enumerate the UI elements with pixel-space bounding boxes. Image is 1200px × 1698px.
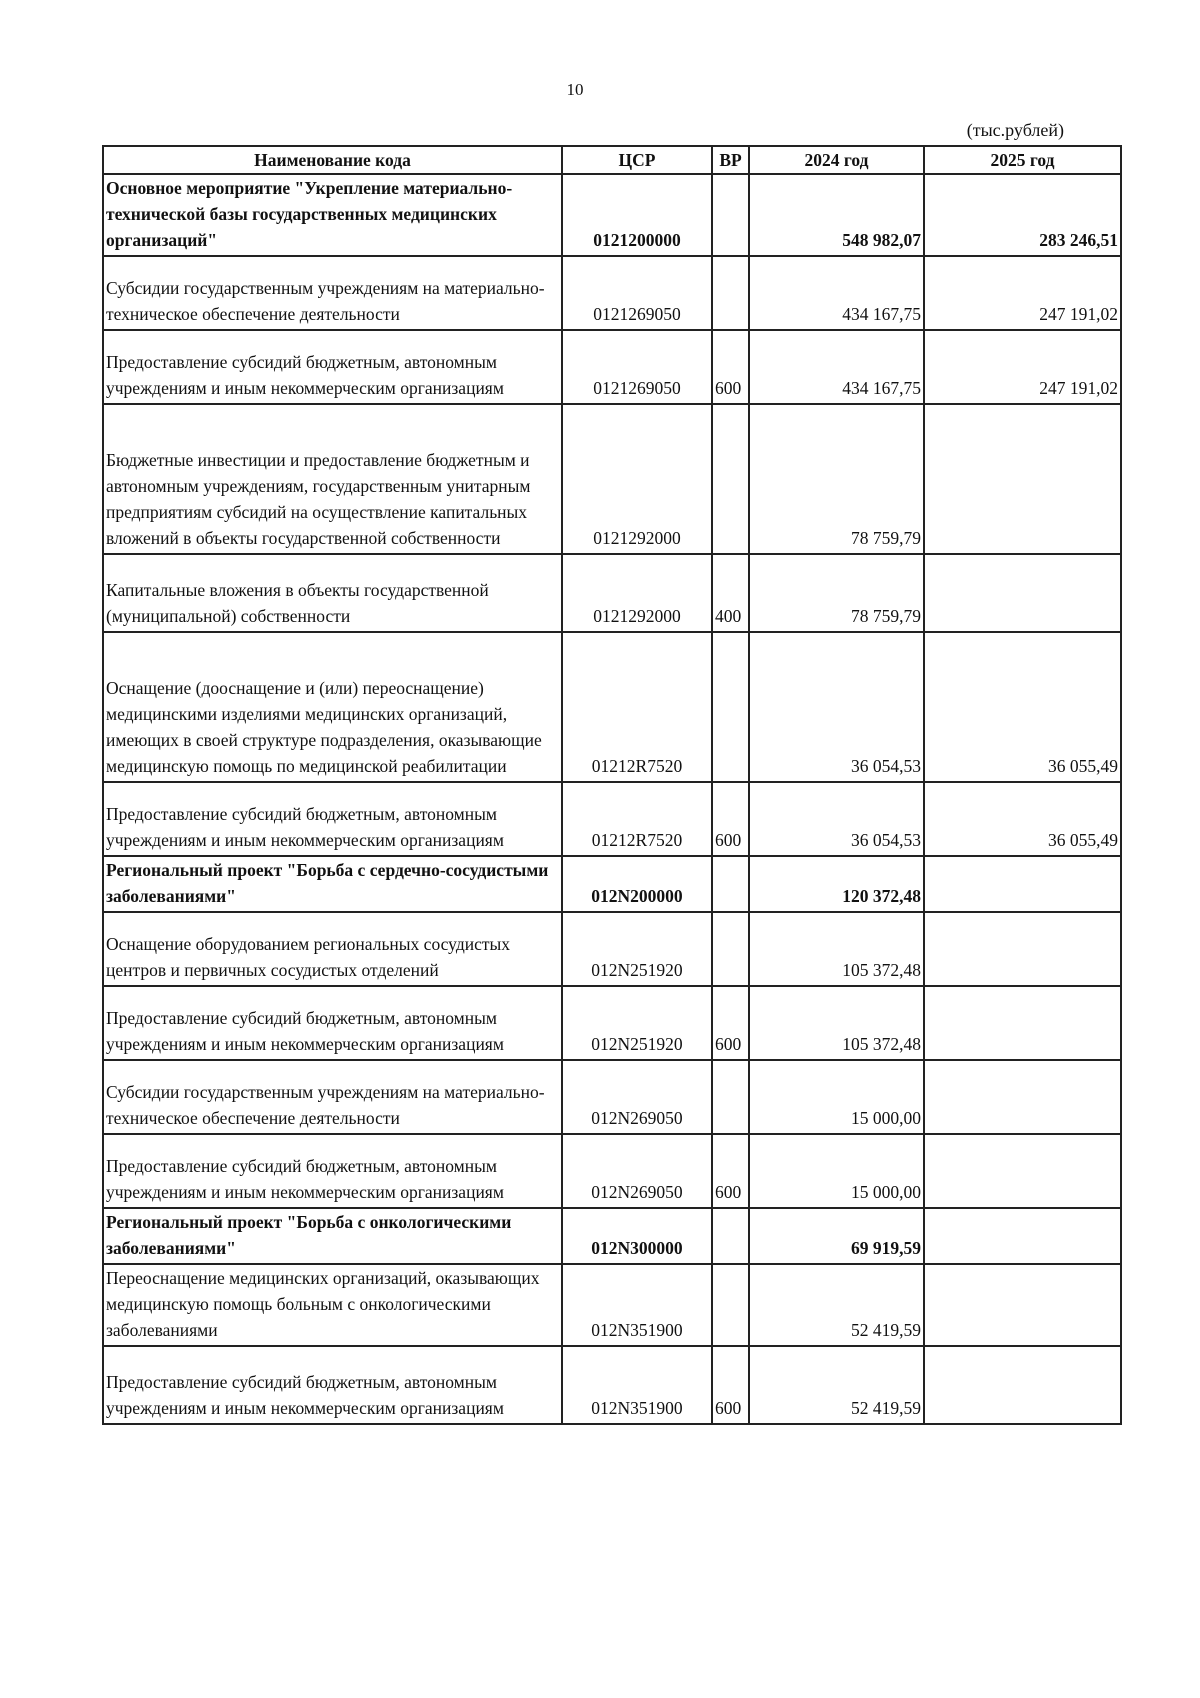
row-name-cell: Предоставление субсидий бюджетным, автономным учреждениям и иным некоммерческим организациям — [103, 1134, 562, 1208]
row-vr-cell — [712, 856, 749, 912]
table-row — [103, 554, 1121, 632]
row-2024-cell: 69 919,59 — [749, 1208, 924, 1264]
row-vr-cell — [712, 256, 749, 330]
row-2025-cell — [924, 1208, 1121, 1264]
row-2024-cell: 78 759,79 — [749, 404, 924, 554]
row-vr-cell — [712, 912, 749, 986]
row-2024-cell: 434 167,75 — [749, 330, 924, 404]
units-label: (тыс.рублей) — [966, 120, 1064, 140]
row-name-cell: Субсидии государственным учреждениям на материально-техническое обеспечение деятельности — [103, 1060, 562, 1134]
row-2025-cell — [924, 1346, 1121, 1424]
row-vr-cell: 600 — [712, 330, 749, 404]
table-row — [103, 256, 1121, 330]
row-csr-cell: 0121292000 — [562, 404, 712, 554]
row-2024-cell: 105 372,48 — [749, 986, 924, 1060]
row-name-cell: Основное мероприятие "Укрепление материально-технической базы государственных медицинских организаций" — [103, 174, 562, 256]
row-vr-cell — [712, 1060, 749, 1134]
table-row — [103, 330, 1121, 404]
row-2024-cell: 548 982,07 — [749, 174, 924, 256]
budget-table — [102, 145, 1122, 1425]
row-vr-cell — [712, 174, 749, 256]
row-name-cell: Субсидии государственным учреждениям на материально-техническое обеспечение деятельности — [103, 256, 562, 330]
row-2025-cell — [924, 912, 1121, 986]
table-row — [103, 986, 1121, 1060]
row-csr-cell: 012N251920 — [562, 912, 712, 986]
row-name-cell: Оснащение (дооснащение и (или) переоснащение) медицинскими изделиями медицинских организаций, имеющих в своей структуре подразделения, оказывающие медицинскую помощь по медицинской реабилитации — [103, 632, 562, 782]
header-csr: ЦСР — [562, 146, 712, 174]
header-vr: ВР — [712, 146, 749, 174]
table-row — [103, 174, 1121, 256]
row-csr-cell: 01212R7520 — [562, 632, 712, 782]
row-name-cell: Капитальные вложения в объекты государственной (муниципальной) собственности — [103, 554, 562, 632]
row-csr-cell: 01212R7520 — [562, 782, 712, 856]
row-2024-cell: 36 054,53 — [749, 782, 924, 856]
row-2024-cell: 105 372,48 — [749, 912, 924, 986]
row-csr-cell: 012N251920 — [562, 986, 712, 1060]
row-name-cell: Предоставление субсидий бюджетным, автономным учреждениям и иным некоммерческим организациям — [103, 1346, 562, 1424]
table-row — [103, 1346, 1121, 1424]
row-name-cell: Предоставление субсидий бюджетным, автономным учреждениям и иным некоммерческим организациям — [103, 986, 562, 1060]
row-2025-cell: 36 055,49 — [924, 782, 1121, 856]
table-row — [103, 1060, 1121, 1134]
row-2024-cell: 15 000,00 — [749, 1134, 924, 1208]
row-csr-cell: 012N300000 — [562, 1208, 712, 1264]
row-name-cell: Оснащение оборудованием региональных сосудистых центров и первичных сосудистых отделений — [103, 912, 562, 986]
row-2024-cell: 52 419,59 — [749, 1346, 924, 1424]
row-2025-cell: 283 246,51 — [924, 174, 1121, 256]
row-2024-cell: 15 000,00 — [749, 1060, 924, 1134]
row-2025-cell: 247 191,02 — [924, 256, 1121, 330]
row-2025-cell — [924, 1134, 1121, 1208]
row-csr-cell: 012N200000 — [562, 856, 712, 912]
row-name-cell: Региональный проект "Борьба с сердечно-сосудистыми заболеваниями" — [103, 856, 562, 912]
row-2024-cell: 120 372,48 — [749, 856, 924, 912]
row-vr-cell: 600 — [712, 1134, 749, 1208]
row-csr-cell: 012N269050 — [562, 1060, 712, 1134]
row-vr-cell — [712, 1264, 749, 1346]
row-vr-cell — [712, 632, 749, 782]
row-name-cell: Переоснащение медицинских организаций, оказывающих медицинскую помощь больным с онкологическими заболеваниями — [103, 1264, 562, 1346]
row-2024-cell: 78 759,79 — [749, 554, 924, 632]
row-2025-cell: 36 055,49 — [924, 632, 1121, 782]
row-csr-cell: 0121269050 — [562, 330, 712, 404]
row-2024-cell: 434 167,75 — [749, 256, 924, 330]
table-row — [103, 1264, 1121, 1346]
header-2024: 2024 год — [749, 146, 924, 174]
row-2025-cell — [924, 404, 1121, 554]
row-csr-cell: 012N351900 — [562, 1346, 712, 1424]
row-vr-cell: 600 — [712, 1346, 749, 1424]
row-vr-cell — [712, 1208, 749, 1264]
table-row — [103, 856, 1121, 912]
row-name-cell: Предоставление субсидий бюджетным, автономным учреждениям и иным некоммерческим организациям — [103, 330, 562, 404]
table-row — [103, 1208, 1121, 1264]
row-name-cell: Бюджетные инвестиции и предоставление бюджетным и автономным учреждениям, государственным унитарным предприятиям субсидий на осуществление капитальных вложений в объекты государственной собственности — [103, 404, 562, 554]
row-2024-cell: 36 054,53 — [749, 632, 924, 782]
row-name-cell: Региональный проект "Борьба с онкологическими заболеваниями" — [103, 1208, 562, 1264]
table-body — [103, 174, 1121, 1424]
table-row — [103, 1134, 1121, 1208]
row-vr-cell: 600 — [712, 782, 749, 856]
row-name-cell: Предоставление субсидий бюджетным, автономным учреждениям и иным некоммерческим организациям — [103, 782, 562, 856]
table-header-row — [103, 146, 1121, 174]
table-row — [103, 912, 1121, 986]
row-vr-cell — [712, 404, 749, 554]
page-number: 10 — [566, 80, 584, 99]
row-2025-cell — [924, 856, 1121, 912]
row-csr-cell: 0121200000 — [562, 174, 712, 256]
row-csr-cell: 012N351900 — [562, 1264, 712, 1346]
row-2025-cell — [924, 554, 1121, 632]
row-vr-cell: 600 — [712, 986, 749, 1060]
table-row — [103, 782, 1121, 856]
row-2024-cell: 52 419,59 — [749, 1264, 924, 1346]
row-csr-cell: 0121292000 — [562, 554, 712, 632]
row-2025-cell: 247 191,02 — [924, 330, 1121, 404]
row-2025-cell — [924, 1060, 1121, 1134]
header-2025: 2025 год — [924, 146, 1121, 174]
table-row — [103, 404, 1121, 554]
row-csr-cell: 0121269050 — [562, 256, 712, 330]
table-row — [103, 632, 1121, 782]
row-csr-cell: 012N269050 — [562, 1134, 712, 1208]
header-name: Наименование кода — [103, 146, 562, 174]
row-2025-cell — [924, 986, 1121, 1060]
row-2025-cell — [924, 1264, 1121, 1346]
row-vr-cell: 400 — [712, 554, 749, 632]
